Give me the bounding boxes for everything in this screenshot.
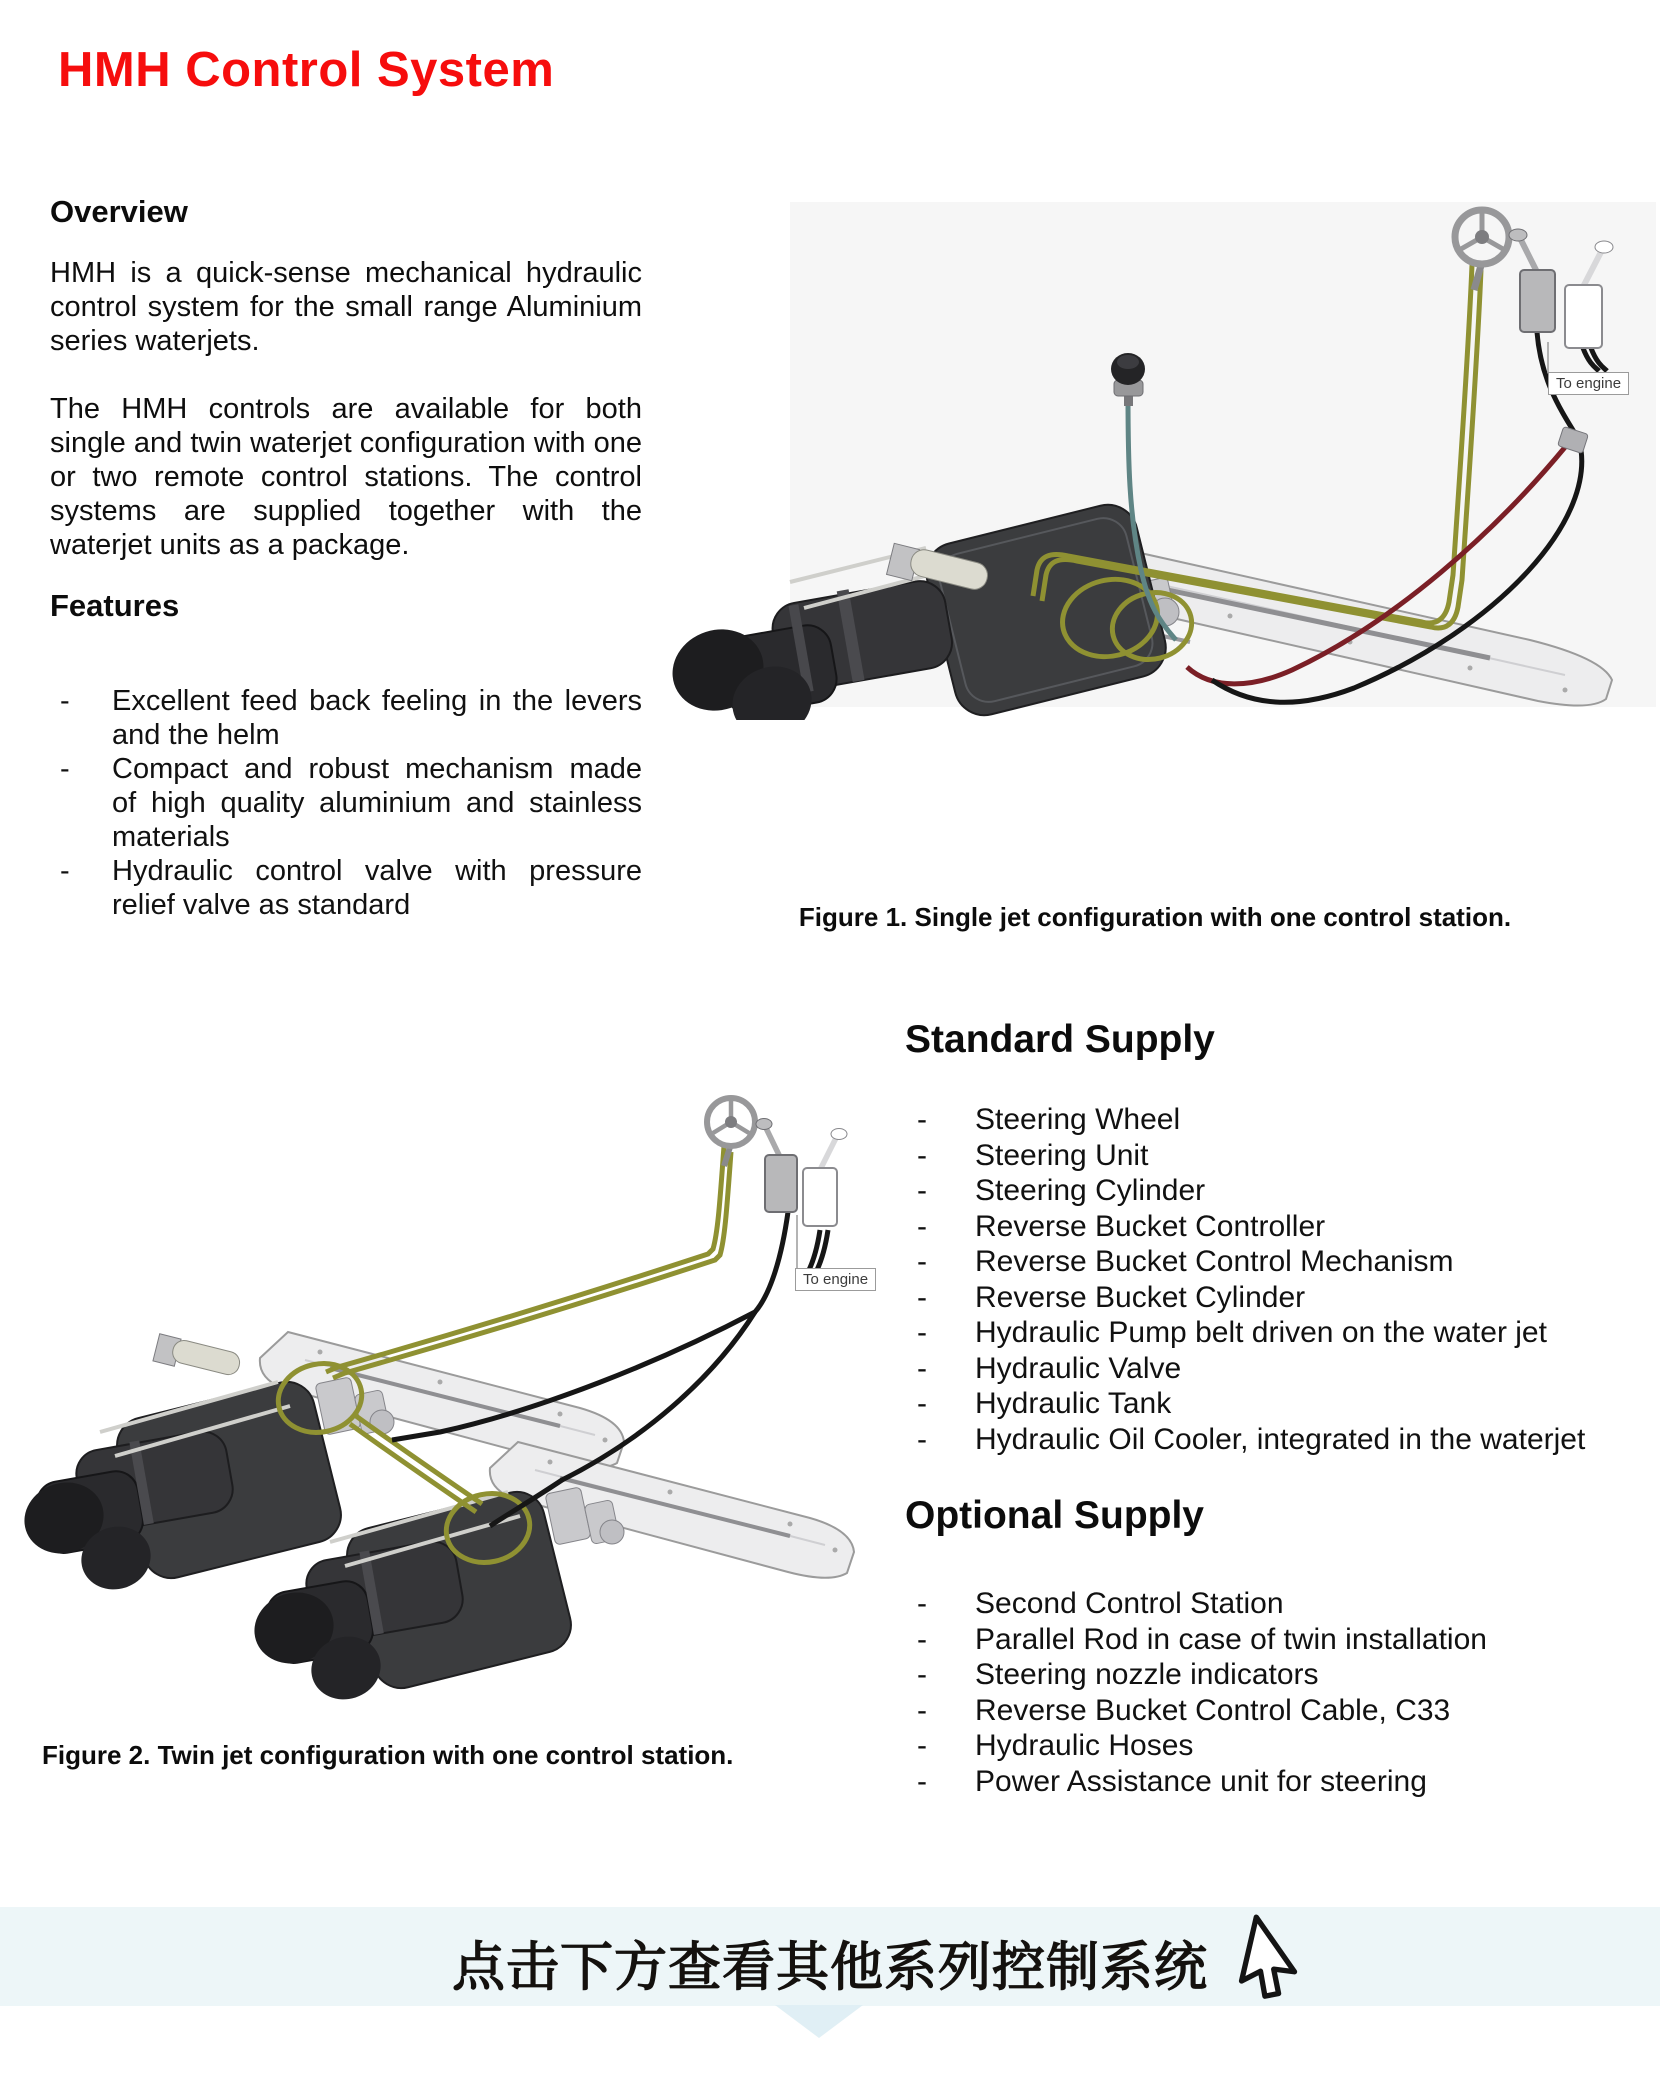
list-item: - Second Control Station	[917, 1587, 1284, 1620]
dash-bullet: -	[917, 1316, 927, 1349]
list-item: - Steering Wheel	[917, 1103, 1181, 1136]
to-engine-label: To engine	[1548, 372, 1629, 395]
dash-bullet: -	[917, 1280, 927, 1314]
overview-heading: Overview	[50, 194, 188, 229]
standard-supply-list	[905, 1102, 1657, 1457]
chevron-down-icon[interactable]	[775, 2005, 863, 2038]
dash-bullet: -	[60, 685, 70, 717]
list-item: - Reverse Bucket Control Cable, C33	[917, 1693, 1451, 1727]
figure2-illustration	[20, 1080, 880, 1730]
list-item: - Steering Unit	[917, 1138, 1149, 1172]
dash-bullet: -	[60, 855, 70, 887]
figure2-caption: Figure 2. Twin jet configuration with one control station.	[42, 1740, 734, 1770]
banner-text[interactable]: 点击下方查看其他系列控制系统	[452, 1938, 1208, 1997]
dash-bullet: -	[917, 1729, 927, 1762]
figure1-illustration	[590, 150, 1660, 720]
dash-bullet: -	[917, 1693, 927, 1727]
dash-bullet: -	[60, 753, 70, 785]
features-heading: Features	[50, 588, 180, 623]
dash-bullet: -	[917, 1622, 927, 1656]
list-item: - Hydraulic Pump belt driven on the water jet	[917, 1316, 1547, 1349]
overview-paragraph-1: HMH is a quick-sense mechanical hydraulic control system for the small range Aluminium series waterjets.	[50, 257, 642, 357]
list-item: - Hydraulic Tank	[917, 1387, 1172, 1420]
list-item: - Hydraulic Valve	[917, 1351, 1182, 1385]
optional-supply-list	[905, 1586, 1657, 1799]
dash-bullet: -	[917, 1103, 927, 1136]
dash-bullet: -	[917, 1138, 927, 1172]
list-item: - Compact and robust mechanism made of high quality aluminium and stainless materials	[60, 753, 642, 853]
list-item: - Reverse Bucket Controller	[917, 1209, 1326, 1243]
steering-cylinder	[153, 1334, 242, 1377]
dash-bullet: -	[917, 1422, 927, 1456]
dash-bullet: -	[917, 1764, 927, 1798]
list-item: - Steering nozzle indicators	[917, 1658, 1319, 1691]
dash-bullet: -	[917, 1351, 927, 1385]
page-title: HMH Control System	[58, 43, 555, 97]
cursor-arrow-icon	[1226, 1914, 1312, 2006]
list-item: - Hydraulic control valve with pressure relief valve as standard	[60, 855, 642, 921]
figure1-caption: Figure 1. Single jet configuration with one control station.	[798, 902, 1512, 932]
overview-paragraph-2: The HMH controls are available for both single and twin waterjet configuration with one or two remote control stations. The control systems are supplied together with the waterjet units as a package.	[50, 393, 642, 561]
list-item: - Steering Cylinder	[917, 1174, 1206, 1207]
list-item: - Excellent feed back feeling in the levers and the helm	[60, 685, 642, 751]
dash-bullet: -	[917, 1245, 927, 1278]
dash-bullet: -	[917, 1658, 927, 1691]
list-item: - Parallel Rod in case of twin installation	[917, 1622, 1487, 1656]
features-list	[50, 684, 642, 922]
list-item: - Hydraulic Hoses	[917, 1729, 1194, 1762]
control-levers	[756, 1119, 847, 1227]
dash-bullet: -	[917, 1174, 927, 1207]
list-item: - Reverse Bucket Cylinder	[917, 1280, 1306, 1314]
dash-bullet: -	[917, 1209, 927, 1243]
to-engine-label: To engine	[795, 1268, 876, 1291]
standard-supply-heading: Standard Supply	[905, 1018, 1215, 1061]
list-item: - Power Assistance unit for steering	[917, 1764, 1427, 1798]
dash-bullet: -	[917, 1387, 927, 1420]
dash-bullet: -	[917, 1587, 927, 1620]
optional-supply-heading: Optional Supply	[905, 1494, 1204, 1537]
list-item: - Hydraulic Oil Cooler, integrated in the waterjet	[917, 1422, 1586, 1456]
list-item: - Reverse Bucket Control Mechanism	[917, 1245, 1454, 1278]
